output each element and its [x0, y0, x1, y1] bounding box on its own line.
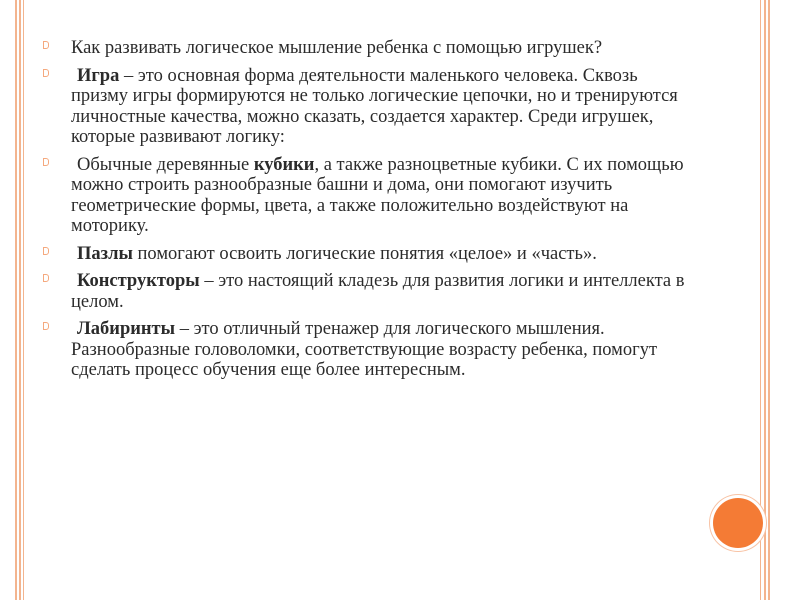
bullet-icon [42, 157, 51, 168]
left-frame-line [19, 0, 21, 600]
bullet-text [71, 66, 678, 148]
bullet-text [71, 319, 657, 380]
left-frame-line [15, 0, 17, 600]
bullet-text [71, 155, 684, 237]
right-frame-line [764, 0, 766, 600]
bullet-item-3 [42, 155, 692, 237]
bullet-icon [42, 246, 51, 257]
bullet-icon [42, 273, 51, 284]
bold-term: Пазлы [77, 243, 133, 264]
bullet-text [71, 244, 597, 264]
bullet-text: Как развивать логическое мышление ребенка с помощью игрушек? [71, 38, 603, 58]
bullet-rest: – это настоящий кладезь для развития логики и интеллекта в целом. [71, 271, 685, 312]
bullet-pre: Обычные деревянные [77, 154, 254, 175]
bullet-item-4 [42, 244, 692, 265]
bullet-item-6 [42, 319, 692, 381]
bullet-text [71, 271, 684, 312]
decorative-circle-icon [713, 498, 763, 548]
right-frame-line [768, 0, 770, 600]
bullet-icon [42, 321, 51, 332]
bullet-item-5 [42, 271, 692, 312]
bullet-rest: , а также разноцветные кубики. С их помощью можно строить разнообразные башни и дома, они помогают изучить геометрические формы, цвета, а также положительно воздействуют на моторику. [71, 154, 684, 236]
bullet-rest: помогают освоить логические понятия «целое» и «часть». [132, 243, 597, 264]
bullet-icon [42, 68, 51, 79]
bullet-item-1 [42, 38, 692, 59]
bold-term: Игра [77, 65, 120, 86]
bullet-rest: – это основная форма деятельности маленького человека. Сквозь призму игры формируются не только логические цепочки, но и тренируются личностные качества, можно сказать, создается характер. Среди игрушек, которые развивают логику: [71, 65, 678, 147]
left-frame-line [23, 0, 24, 600]
slide-body [42, 38, 692, 388]
bullet-icon [42, 40, 51, 51]
bold-term: Конструкторы [77, 271, 200, 291]
right-frame-line [760, 0, 761, 600]
bold-term: Лабиринты [77, 319, 176, 339]
bullet-rest: – это отличный тренажер для логического мышления. Разнообразные головоломки, соответствующие возрасту ребенка, помогут сделать процесс обучения еще более интересным. [71, 319, 658, 380]
bullet-item-2 [42, 66, 692, 148]
bold-term: кубики [253, 154, 315, 175]
